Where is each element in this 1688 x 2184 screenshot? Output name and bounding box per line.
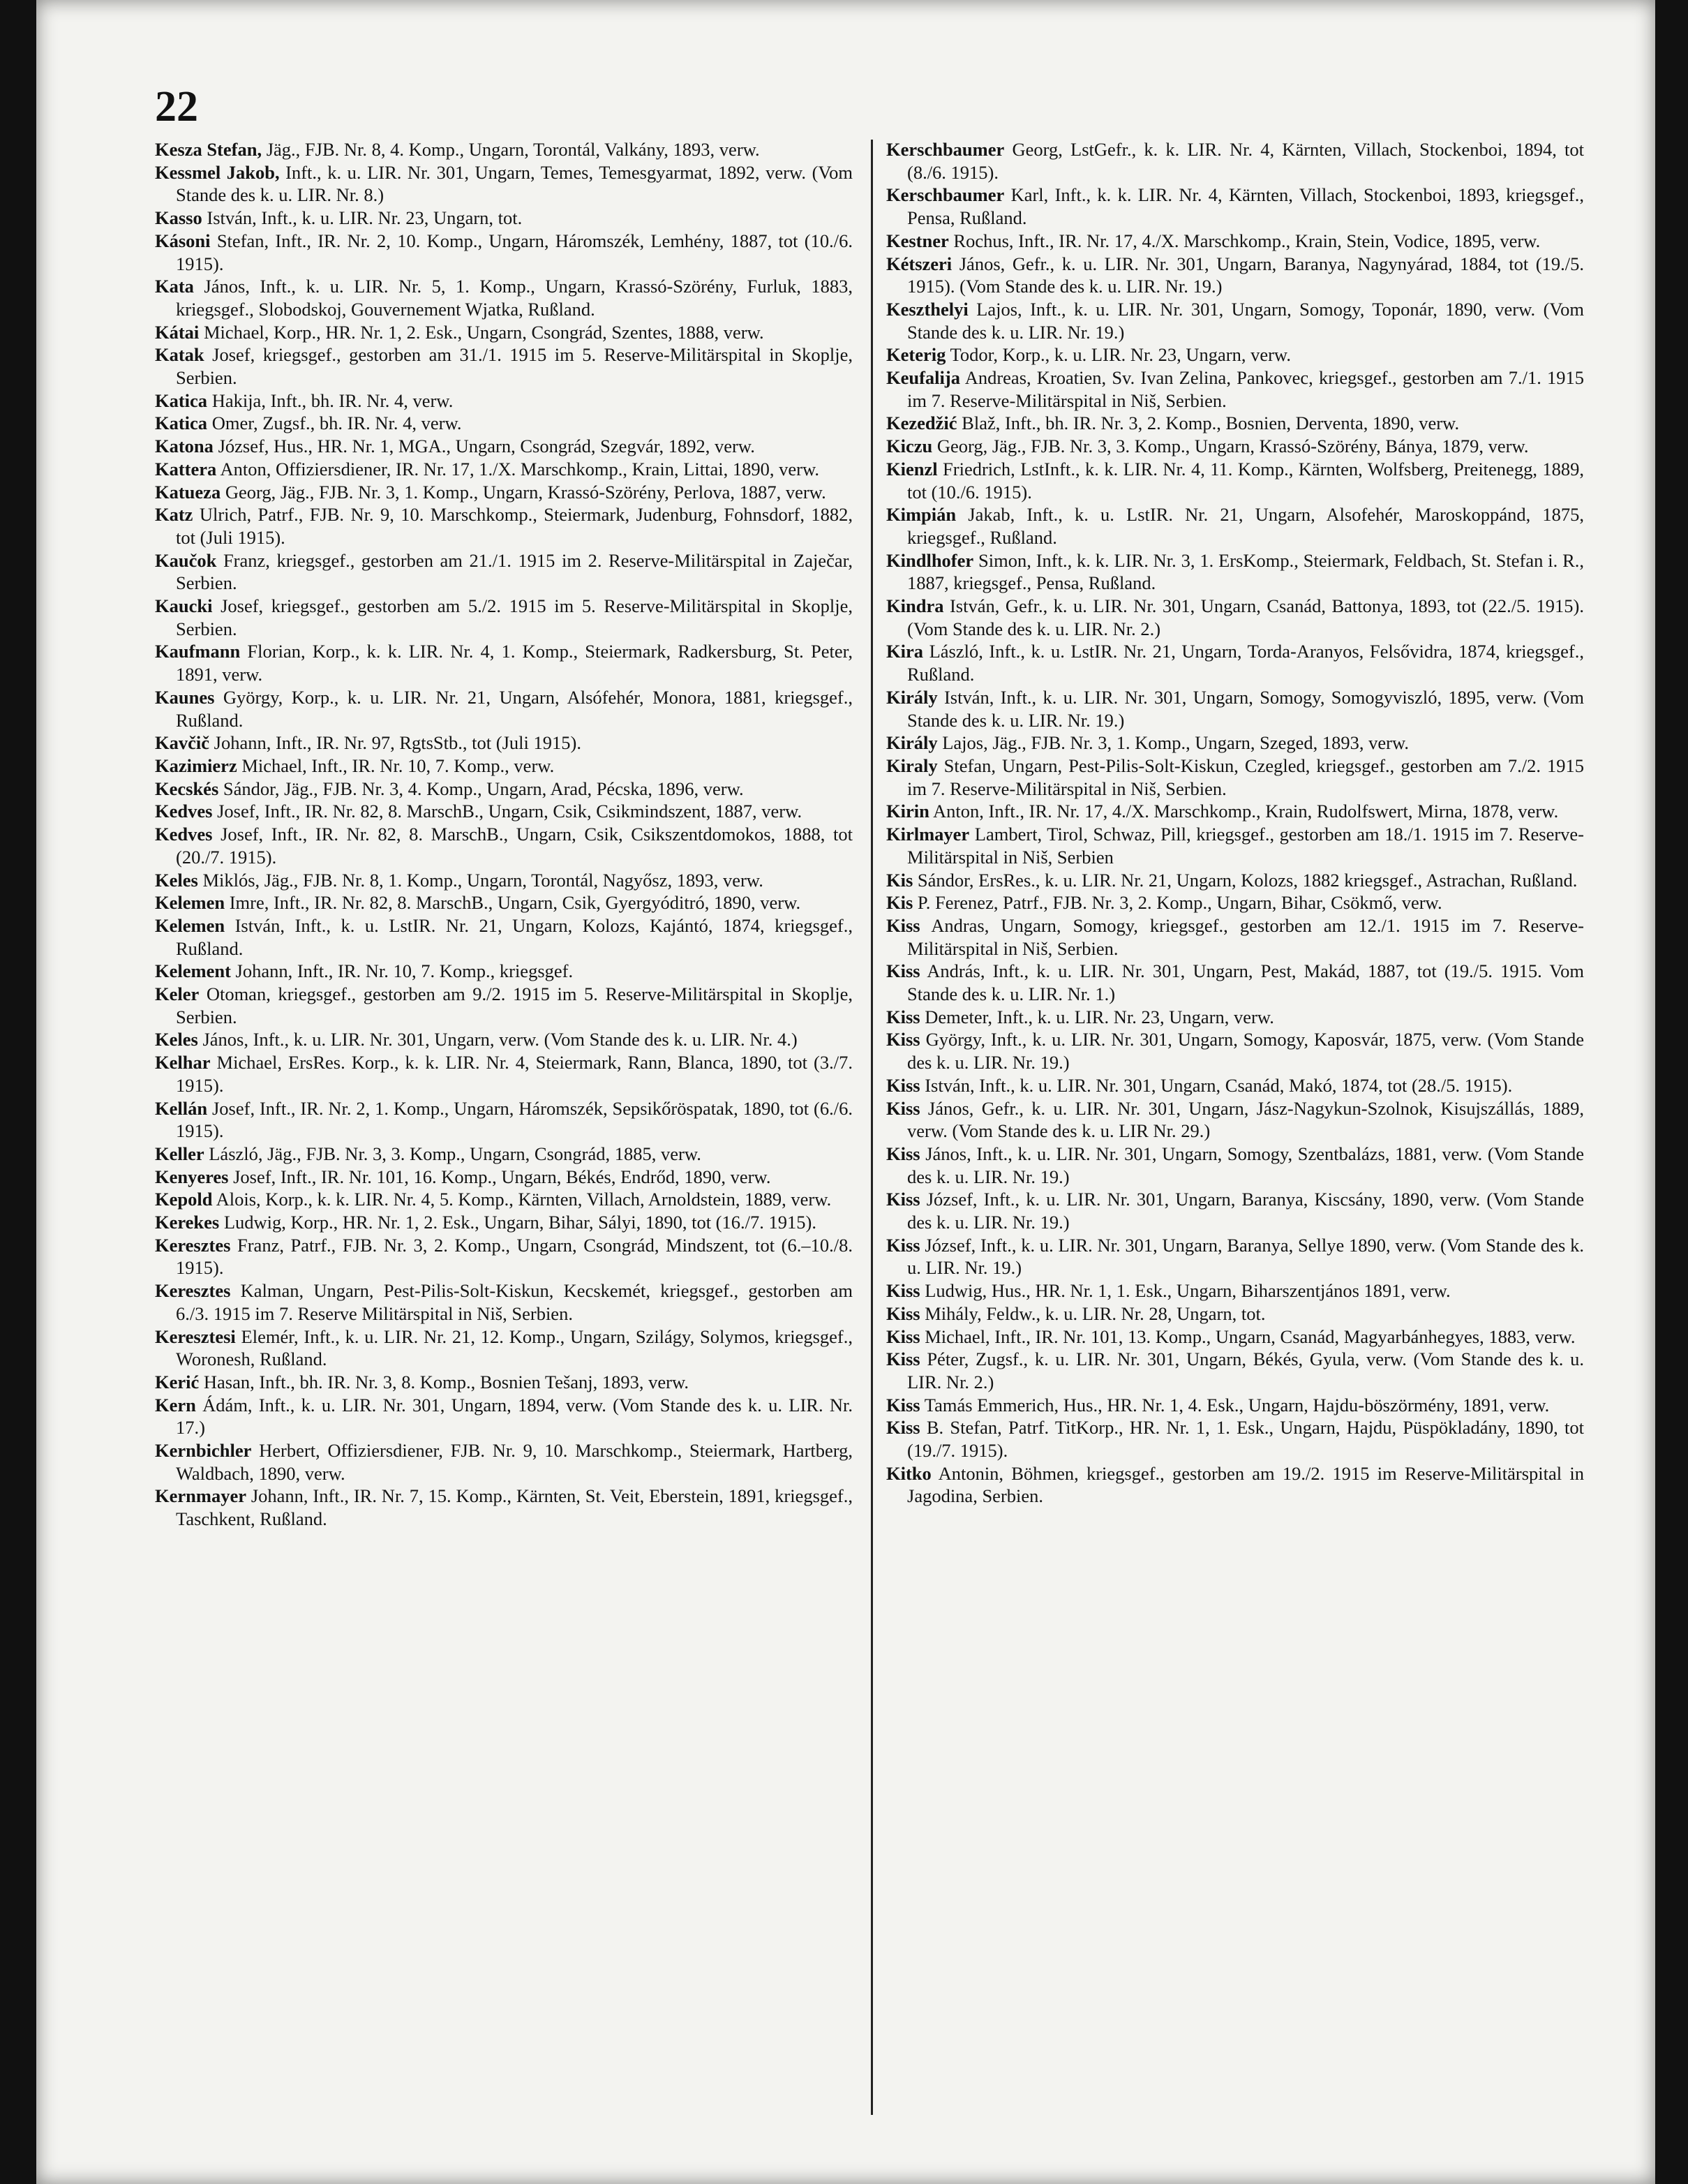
entry-name: Kedves bbox=[155, 801, 213, 822]
entry-details: Imre, Inft., IR. Nr. 82, 8. MarschB., Ungarn, Csik, Gyergyóditró, 1890, verw. bbox=[225, 892, 801, 914]
entry-name: Kiss bbox=[886, 960, 920, 982]
register-entry bbox=[886, 138, 1584, 184]
entry-details: Lambert, Tirol, Schwaz, Pill, kriegsgef., gestorben am 18./1. 1915 im 7. Reserve-Militärspital in Niš, Serbien bbox=[907, 824, 1584, 868]
entry-name: Kásoni bbox=[155, 230, 211, 251]
entry-details: Friedrich, LstInft., k. k. LIR. Nr. 4, 11. Komp., Kärnten, Wolfsberg, Preitenegg, 1889, tot (10./6. 1915). bbox=[907, 458, 1584, 503]
register-entry bbox=[155, 161, 853, 207]
entry-details: József, Inft., k. u. LIR. Nr. 301, Ungarn, Baranya, Sellye 1890, verw. (Vom Stande des k. u. LIR. Nr. 19.) bbox=[907, 1234, 1584, 1279]
entry-name: Kessmel Jakob, bbox=[155, 161, 280, 183]
register-entry bbox=[155, 595, 853, 640]
entry-name: Kiss bbox=[886, 1143, 920, 1164]
entry-name: Keresztes bbox=[155, 1234, 231, 1256]
register-entry bbox=[886, 1462, 1584, 1508]
register-entry bbox=[886, 640, 1584, 685]
entry-name: Kirin bbox=[886, 801, 929, 822]
register-entry bbox=[886, 343, 1584, 366]
entry-name: Kiczu bbox=[886, 436, 933, 457]
register-entry bbox=[155, 755, 853, 778]
register-entry bbox=[155, 731, 853, 755]
entry-name: Kétszeri bbox=[886, 253, 953, 274]
entry-name: Kiss bbox=[886, 1280, 920, 1302]
entry-details: Antonin, Böhmen, kriegsgef., gestorben am 19./2. 1915 im Reserve-Militärspital in Jagodina, Serbien. bbox=[907, 1462, 1584, 1507]
entry-details: Anton, Inft., IR. Nr. 17, 4./X. Marschkomp., Krain, Rudolfswert, Mirna, 1878, verw. bbox=[929, 801, 1559, 822]
entry-details: Andras, Ungarn, Somogy, kriegsgef., gestorben am 12./1. 1915 im 7. Reserve-Militärspital in Niš, Serbien. bbox=[907, 914, 1584, 959]
entry-details: Anton, Offiziersdiener, IR. Nr. 17, 1./X. Marschkomp., Krain, Littai, 1890, verw. bbox=[216, 458, 820, 480]
entry-name: Kernmayer bbox=[155, 1485, 246, 1507]
register-entry bbox=[886, 458, 1584, 503]
entry-details: Rochus, Inft., IR. Nr. 17, 4./X. Marschkomp., Krain, Stein, Vodice, 1895, verw. bbox=[948, 230, 1541, 251]
register-entry bbox=[155, 960, 853, 983]
register-entry bbox=[886, 869, 1584, 892]
entry-name: Kiss bbox=[886, 1029, 920, 1050]
entry-name: Kasso bbox=[155, 207, 202, 229]
register-entry bbox=[886, 800, 1584, 823]
entry-name: Kelemen bbox=[155, 914, 225, 936]
entry-details: Sándor, ErsRes., k. u. LIR. Nr. 21, Ungarn, Kolozs, 1882 kriegsgef., Astrachan, Rußland. bbox=[913, 869, 1578, 891]
entry-name: Kellán bbox=[155, 1097, 208, 1119]
entry-name: Kiss bbox=[886, 1006, 920, 1027]
entry-details: Lajos, Jäg., FJB. Nr. 3, 1. Komp., Ungarn, Szeged, 1893, verw. bbox=[937, 732, 1410, 754]
entry-name: Kelemen bbox=[155, 892, 225, 914]
entry-name: Kecskés bbox=[155, 778, 219, 799]
entry-name: Kattera bbox=[155, 458, 217, 480]
register-entry bbox=[886, 1028, 1584, 1074]
entry-name: Kátai bbox=[155, 321, 200, 343]
register-entry bbox=[155, 230, 853, 275]
entry-name: Kenyeres bbox=[155, 1166, 229, 1187]
register-entry bbox=[886, 549, 1584, 595]
entry-name: Keles bbox=[155, 869, 198, 891]
entry-details: Jäg., FJB. Nr. 8, 4. Komp., Ungarn, Torontál, Valkány, 1893, verw. bbox=[262, 139, 760, 160]
entry-name: Keresztes bbox=[155, 1280, 231, 1302]
register-entry bbox=[886, 253, 1584, 298]
entry-details: Lajos, Inft., k. u. LIR. Nr. 301, Ungarn, Somogy, Toponár, 1890, verw. (Vom Stande des k. u. LIR. Nr. 19.) bbox=[907, 298, 1584, 343]
entry-details: István, Inft., k. u. LIR. Nr. 23, Ungarn, tot. bbox=[202, 207, 523, 229]
register-entry bbox=[155, 891, 853, 914]
register-entry bbox=[155, 686, 853, 731]
entry-details: István, Inft., k. u. LIR. Nr. 301, Ungarn, Somogy, Somogyviszló, 1895, verw. (Vom Stande des k. u. LIR. Nr. 19.) bbox=[907, 686, 1584, 731]
entry-name: Kindlhofer bbox=[886, 549, 974, 571]
entry-details: Demeter, Inft., k. u. LIR. Nr. 23, Ungarn, verw. bbox=[920, 1006, 1274, 1027]
register-entry bbox=[155, 823, 853, 868]
entry-details: Josef, Inft., IR. Nr. 82, 8. MarschB., Ungarn, Csik, Csikszentdomokos, 1888, tot (20./7. 1915). bbox=[176, 824, 853, 868]
entry-details: Josef, kriegsgef., gestorben am 5./2. 1915 im 5. Reserve-Militärspital in Skoplje, Serbien. bbox=[176, 595, 853, 639]
register-entry bbox=[155, 1028, 853, 1051]
entry-name: Kiss bbox=[886, 1349, 920, 1370]
entry-details: László, Inft., k. u. LstIR. Nr. 21, Ungarn, Torda-Aranyos, Felsővidra, 1874, kriegsgef., Rußland. bbox=[907, 641, 1584, 685]
register-entry bbox=[155, 800, 853, 823]
entry-details: Sándor, Jäg., FJB. Nr. 3, 4. Komp., Ungarn, Arad, Pécska, 1896, verw. bbox=[218, 778, 744, 799]
register-entry bbox=[155, 1234, 853, 1279]
entry-details: Kalman, Ungarn, Pest-Pilis-Solt-Kiskun, Kecskemét, kriegsgef., gestorben am 6./3. 1915 im 7. Reserve Militärspital in Niš, Serbien. bbox=[176, 1280, 853, 1324]
register-entry bbox=[886, 1302, 1584, 1325]
register-entry bbox=[155, 1279, 853, 1325]
entry-name: Kazimierz bbox=[155, 755, 237, 776]
entry-details: András, Inft., k. u. LIR. Nr. 301, Ungarn, Pest, Makád, 1887, tot (19./5. 1915. Vom Stande des k. u. LIR. Nr. 1.) bbox=[907, 960, 1584, 1005]
entry-details: Stefan, Inft., IR. Nr. 2, 10. Komp., Ungarn, Háromszék, Lemhény, 1887, tot (10./6. 1915). bbox=[176, 230, 853, 274]
entry-name: Király bbox=[886, 686, 938, 708]
entry-details: Mihály, Feldw., k. u. LIR. Nr. 28, Ungarn, tot. bbox=[920, 1302, 1266, 1324]
right-column bbox=[886, 138, 1584, 1508]
entry-name: Kerschbaumer bbox=[886, 184, 1005, 206]
register-entry bbox=[155, 778, 853, 801]
entry-name: Király bbox=[886, 732, 938, 754]
entry-details: Herbert, Offiziersdiener, FJB. Nr. 9, 10. Marschkomp., Steiermark, Hartberg, Waldbach, 1890, verw. bbox=[176, 1440, 853, 1484]
entry-details: Josef, Inft., IR. Nr. 2, 1. Komp., Ungarn, Háromszék, Sepsikőröspatak, 1890, tot (6./6. 1915). bbox=[176, 1097, 853, 1142]
entry-details: György, Korp., k. u. LIR. Nr. 21, Ungarn, Alsófehér, Monora, 1881, kriegsgef., Rußland. bbox=[176, 686, 853, 731]
register-entry bbox=[886, 1074, 1584, 1097]
register-entry bbox=[886, 755, 1584, 800]
entry-details: Franz, kriegsgef., gestorben am 21./1. 1915 im 2. Reserve-Militärspital in Zaječar, Serbien. bbox=[176, 549, 853, 594]
register-entry bbox=[886, 1348, 1584, 1393]
entry-details: József, Hus., HR. Nr. 1, MGA., Ungarn, Csongrád, Szegvár, 1892, verw. bbox=[213, 436, 755, 457]
entry-details: Karl, Inft., k. k. LIR. Nr. 4, Kärnten, Villach, Stockenboi, 1893, kriegsgef., Pensa, Rußland. bbox=[907, 184, 1584, 229]
register-entry bbox=[886, 1143, 1584, 1188]
register-entry bbox=[886, 1325, 1584, 1349]
entry-details: Jakab, Inft., k. u. LstIR. Nr. 21, Ungarn, Alsofehér, Maroskoppánd, 1875, kriegsgef., Rußland. bbox=[907, 504, 1584, 548]
document-page bbox=[36, 0, 1655, 2184]
entry-name: Keller bbox=[155, 1143, 204, 1164]
register-entry bbox=[886, 412, 1584, 435]
entry-details: János, Gefr., k. u. LIR. Nr. 301, Ungarn, Jász-Nagykun-Szolnok, Kisujszállás, 1889, verw. (Vom Stande des k. u. LIR Nr. 29.) bbox=[907, 1097, 1584, 1142]
entry-details: Johann, Inft., IR. Nr. 7, 15. Komp., Kärnten, St. Veit, Eberstein, 1891, kriegsgef., Taschkent, Rußland. bbox=[176, 1485, 853, 1530]
register-entry bbox=[155, 983, 853, 1028]
entry-details: Georg, Jäg., FJB. Nr. 3, 1. Komp., Ungarn, Krassó-Szörény, Perlova, 1887, verw. bbox=[221, 481, 826, 503]
register-entry bbox=[155, 869, 853, 892]
register-entry bbox=[155, 1166, 853, 1189]
entry-details: György, Inft., k. u. LIR. Nr. 301, Ungarn, Somogy, Kaposvár, 1875, verw. (Vom Stande des k. u. LIR. Nr. 19.) bbox=[907, 1029, 1584, 1074]
entry-name: Kesza Stefan, bbox=[155, 139, 262, 160]
register-entry bbox=[886, 184, 1584, 229]
register-entry bbox=[155, 138, 853, 161]
entry-details: Georg, LstGefr., k. k. LIR. Nr. 4, Kärnten, Villach, Stockenboi, 1894, tot (8./6. 1915). bbox=[907, 139, 1584, 183]
entry-name: Kaucki bbox=[155, 595, 213, 617]
entry-details: István, Gefr., k. u. LIR. Nr. 301, Ungarn, Csanád, Battonya, 1893, tot (22./5. 1915). (Vom Stande des k. u. LIR. Nr. 2.) bbox=[907, 595, 1584, 639]
entry-name: Kernbichler bbox=[155, 1440, 252, 1462]
entry-name: Kezedžić bbox=[886, 413, 957, 434]
entry-details: Hakija, Inft., bh. IR. Nr. 4, verw. bbox=[207, 389, 454, 411]
register-entry bbox=[155, 343, 853, 389]
register-entry bbox=[886, 1394, 1584, 1417]
entry-details: Josef, Inft., IR. Nr. 82, 8. MarschB., Ungarn, Csik, Csikmindszent, 1887, verw. bbox=[212, 801, 802, 822]
entry-name: Keszthelyi bbox=[886, 298, 969, 320]
entry-name: Kiss bbox=[886, 1302, 920, 1324]
register-entry bbox=[155, 640, 853, 685]
entry-name: Kelhar bbox=[155, 1052, 211, 1074]
entry-name: Kimpián bbox=[886, 504, 957, 526]
entry-details: József, Inft., k. u. LIR. Nr. 301, Ungarn, Baranya, Kiscsány, 1890, verw. (Vom Stande des k. u. LIR. Nr. 19.) bbox=[907, 1189, 1584, 1233]
register-entry bbox=[155, 1485, 853, 1530]
entry-name: Kerekes bbox=[155, 1212, 220, 1233]
entry-details: Georg, Jäg., FJB. Nr. 3, 3. Komp., Ungarn, Krassó-Szörény, Bánya, 1879, verw. bbox=[932, 436, 1529, 457]
entry-name: Kerić bbox=[155, 1371, 200, 1392]
entry-details: László, Jäg., FJB. Nr. 3, 3. Komp., Ungarn, Csongrád, 1885, verw. bbox=[204, 1143, 701, 1164]
register-entry bbox=[155, 435, 853, 458]
entry-name: Kiss bbox=[886, 1074, 920, 1096]
entry-details: Michael, ErsRes. Korp., k. k. LIR. Nr. 4, Steiermark, Rann, Blanca, 1890, tot (3./7. 1915). bbox=[176, 1052, 853, 1096]
entry-name: Kiss bbox=[886, 1394, 920, 1416]
entry-details: Ludwig, Hus., HR. Nr. 1, 1. Esk., Ungarn, Biharszentjános 1891, verw. bbox=[920, 1280, 1451, 1302]
register-entry bbox=[886, 914, 1584, 960]
register-entry bbox=[155, 914, 853, 960]
entry-name: Kestner bbox=[886, 230, 949, 251]
entry-details: Ulrich, Patrf., FJB. Nr. 9, 10. Marschkomp., Steiermark, Judenburg, Fohnsdorf, 1882, tot (Juli 1915). bbox=[176, 504, 853, 548]
entry-details: Otoman, kriegsgef., gestorben am 9./2. 1915 im 5. Reserve-Militärspital in Skoplje, Serbien. bbox=[176, 983, 853, 1027]
entry-name: Kiss bbox=[886, 1234, 920, 1256]
register-entry bbox=[886, 595, 1584, 640]
entry-name: Keles bbox=[155, 1029, 198, 1050]
entry-details: Simon, Inft., k. k. LIR. Nr. 3, 1. ErsKomp., Steiermark, Feldbach, St. Stefan i. R., 1887, kriegsgef., Pensa, Rußland. bbox=[907, 549, 1584, 594]
register-entry bbox=[155, 1325, 853, 1371]
register-entry bbox=[155, 412, 853, 435]
entry-details: Andreas, Kroatien, Sv. Ivan Zelina, Pankovec, kriegsgef., gestorben am 7./1. 1915 im 7. Reserve-Militärspital in Niš, Serbien. bbox=[907, 367, 1584, 411]
entry-name: Kern bbox=[155, 1394, 196, 1416]
entry-name: Katak bbox=[155, 344, 204, 366]
entry-name: Keler bbox=[155, 983, 200, 1005]
entry-name: Kedves bbox=[155, 824, 213, 845]
entry-details: Josef, kriegsgef., gestorben am 31./1. 1915 im 5. Reserve-Militärspital in Skoplje, Serbien. bbox=[176, 344, 853, 389]
entry-name: Kitko bbox=[886, 1462, 932, 1484]
register-entry bbox=[155, 1371, 853, 1394]
register-entry bbox=[155, 1394, 853, 1439]
register-entry bbox=[886, 731, 1584, 755]
entry-details: Florian, Korp., k. k. LIR. Nr. 4, 1. Komp., Steiermark, Radkersburg, St. Peter, 1891, verw. bbox=[176, 641, 853, 685]
entry-details: István, Inft., k. u. LstIR. Nr. 21, Ungarn, Kolozs, Kajántó, 1874, kriegsgef., Rußland. bbox=[176, 914, 853, 959]
entry-details: Inft., k. u. LIR. Nr. 301, Ungarn, Temes, Temesgyarmat, 1892, verw. (Vom Stande des k. u. LIR. Nr. 8.) bbox=[176, 161, 853, 206]
entry-details: János, Inft., k. u. LIR. Nr. 301, Ungarn, Somogy, Szentbalázs, 1881, verw. (Vom Stande des k. u. LIR. Nr. 19.) bbox=[907, 1143, 1584, 1187]
entry-details: Todor, Korp., k. u. LIR. Nr. 23, Ungarn, verw. bbox=[946, 344, 1291, 366]
entry-name: Kis bbox=[886, 869, 913, 891]
register-entry bbox=[155, 481, 853, 504]
entry-name: Kiraly bbox=[886, 755, 938, 776]
entry-details: Alois, Korp., k. k. LIR. Nr. 4, 5. Komp., Kärnten, Villach, Arnoldstein, 1889, verw. bbox=[212, 1189, 832, 1210]
entry-details: Michael, Korp., HR. Nr. 1, 2. Esk., Ungarn, Csongrád, Szentes, 1888, verw. bbox=[199, 321, 764, 343]
entry-name: Kerschbaumer bbox=[886, 139, 1005, 160]
register-entry bbox=[155, 207, 853, 230]
entry-details: Johann, Inft., IR. Nr. 10, 7. Komp., kriegsgef. bbox=[230, 960, 574, 982]
entry-name: Kata bbox=[155, 276, 194, 297]
page-number: 22 bbox=[155, 83, 198, 131]
entry-details: Péter, Zugsf., k. u. LIR. Nr. 301, Ungarn, Békés, Gyula, verw. (Vom Stande des k. u. LIR. Nr. 2.) bbox=[907, 1349, 1584, 1392]
register-entry bbox=[886, 960, 1584, 1005]
entry-details: János, Inft., k. u. LIR. Nr. 5, 1. Komp., Ungarn, Krassó-Szörény, Furluk, 1883, kriegsgef., Slobodskoj, Gouvernement Wjatka, Rußland. bbox=[176, 276, 853, 320]
entry-name: Kepold bbox=[155, 1189, 213, 1210]
entry-name: Keterig bbox=[886, 344, 946, 366]
column-divider bbox=[871, 140, 873, 2115]
entry-name: Kiss bbox=[886, 1417, 920, 1439]
register-entry bbox=[155, 1051, 853, 1097]
entry-name: Kis bbox=[886, 892, 913, 914]
entry-details: János, Gefr., k. u. LIR. Nr. 301, Ungarn, Baranya, Nagynyárad, 1884, tot (19./5. 1915). (Vom Stande des k. u. LIR. Nr. 19.) bbox=[907, 253, 1584, 297]
entry-name: Kiss bbox=[886, 1325, 920, 1347]
entry-details: Michael, Inft., IR. Nr. 10, 7. Komp., verw. bbox=[237, 755, 555, 776]
entry-name: Kirlmayer bbox=[886, 824, 970, 845]
entry-name: Keufalija bbox=[886, 367, 960, 389]
entry-details: P. Ferenez, Patrf., FJB. Nr. 3, 2. Komp., Ungarn, Bihar, Csökmő, verw. bbox=[913, 892, 1442, 914]
register-entry bbox=[886, 686, 1584, 731]
entry-name: Kiss bbox=[886, 1189, 920, 1210]
register-entry bbox=[155, 1211, 853, 1234]
entry-details: Josef, Inft., IR. Nr. 101, 16. Komp., Ungarn, Békés, Endrőd, 1890, verw. bbox=[228, 1166, 771, 1187]
entry-name: Kira bbox=[886, 641, 923, 662]
entry-details: Omer, Zugsf., bh. IR. Nr. 4, verw. bbox=[207, 413, 462, 434]
entry-name: Kaunes bbox=[155, 686, 215, 708]
entry-details: B. Stefan, Patrf. TitKorp., HR. Nr. 1, 1. Esk., Ungarn, Hajdu, Püspökladány, 1890, tot (19./7. 1915). bbox=[907, 1417, 1584, 1462]
entry-name: Katica bbox=[155, 389, 208, 411]
register-entry bbox=[886, 1416, 1584, 1462]
register-entry bbox=[155, 458, 853, 481]
entry-name: Katueza bbox=[155, 481, 221, 503]
entry-details: Miklós, Jäg., FJB. Nr. 8, 1. Komp., Ungarn, Torontál, Nagyősz, 1893, verw. bbox=[197, 869, 763, 891]
register-entry bbox=[155, 549, 853, 595]
entry-details: Blaž, Inft., bh. IR. Nr. 3, 2. Komp., Bosnien, Derventa, 1890, verw. bbox=[957, 413, 1460, 434]
entry-details: Elemér, Inft., k. u. LIR. Nr. 21, 12. Komp., Ungarn, Szilágy, Solymos, kriegsgef., Woronesh, Rußland. bbox=[176, 1325, 853, 1370]
entry-name: Kiss bbox=[886, 914, 920, 936]
register-entry bbox=[155, 503, 853, 549]
entry-details: Franz, Patrf., FJB. Nr. 3, 2. Komp., Ungarn, Csongrád, Mindszent, tot (6.–10./8. 1915). bbox=[176, 1234, 853, 1279]
register-entry bbox=[886, 823, 1584, 868]
register-entry bbox=[886, 1279, 1584, 1302]
register-entry bbox=[155, 1439, 853, 1485]
register-entry bbox=[886, 891, 1584, 914]
entry-name: Katz bbox=[155, 504, 193, 526]
entry-details: Ludwig, Korp., HR. Nr. 1, 2. Esk., Ungarn, Bihar, Sályi, 1890, tot (16./7. 1915). bbox=[219, 1212, 816, 1233]
entry-name: Kelement bbox=[155, 960, 231, 982]
entry-name: Kiss bbox=[886, 1097, 920, 1119]
register-entry bbox=[155, 1097, 853, 1143]
register-entry bbox=[155, 1188, 853, 1211]
entry-name: Kaučok bbox=[155, 549, 217, 571]
register-entry bbox=[886, 435, 1584, 458]
entry-name: Kavčič bbox=[155, 732, 209, 754]
register-entry bbox=[886, 1097, 1584, 1143]
entry-details: Johann, Inft., IR. Nr. 97, RgtsStb., tot (Juli 1915). bbox=[209, 732, 581, 754]
entry-details: István, Inft., k. u. LIR. Nr. 301, Ungarn, Csanád, Makó, 1874, tot (28./5. 1915). bbox=[920, 1074, 1513, 1096]
entry-name: Kaufmann bbox=[155, 641, 241, 662]
register-entry bbox=[886, 1188, 1584, 1233]
entry-name: Katona bbox=[155, 436, 214, 457]
entry-details: Hasan, Inft., bh. IR. Nr. 3, 8. Komp., Bosnien Tešanj, 1893, verw. bbox=[199, 1371, 689, 1392]
entry-details: Michael, Inft., IR. Nr. 101, 13. Komp., Ungarn, Csanád, Magyarbánhegyes, 1883, verw. bbox=[920, 1325, 1576, 1347]
entry-details: Stefan, Ungarn, Pest-Pilis-Solt-Kiskun, Czegled, kriegsgef., gestorben am 7./2. 1915 im 7. Reserve-Militärspital in Niš, Serbien. bbox=[907, 755, 1584, 799]
entry-name: Katica bbox=[155, 413, 208, 434]
register-entry bbox=[155, 1143, 853, 1166]
left-column bbox=[155, 138, 853, 1531]
register-entry bbox=[155, 389, 853, 413]
entry-name: Keresztesi bbox=[155, 1325, 236, 1347]
register-entry bbox=[155, 321, 853, 344]
register-entry bbox=[886, 230, 1584, 253]
register-entry bbox=[155, 275, 853, 320]
entry-details: János, Inft., k. u. LIR. Nr. 301, Ungarn, verw. (Vom Stande des k. u. LIR. Nr. 4.) bbox=[197, 1029, 798, 1050]
entry-name: Kienzl bbox=[886, 458, 938, 480]
register-entry bbox=[886, 366, 1584, 412]
entry-details: Tamás Emmerich, Hus., HR. Nr. 1, 4. Esk., Ungarn, Hajdu-böszörmény, 1891, verw. bbox=[920, 1394, 1550, 1416]
entry-name: Kindra bbox=[886, 595, 944, 617]
register-entry bbox=[886, 298, 1584, 343]
register-entry bbox=[886, 1234, 1584, 1279]
entry-details: Ádám, Inft., k. u. LIR. Nr. 301, Ungarn, 1894, verw. (Vom Stande des k. u. LIR. Nr. 17.) bbox=[176, 1394, 853, 1439]
register-entry bbox=[886, 503, 1584, 549]
register-entry bbox=[886, 1006, 1584, 1029]
